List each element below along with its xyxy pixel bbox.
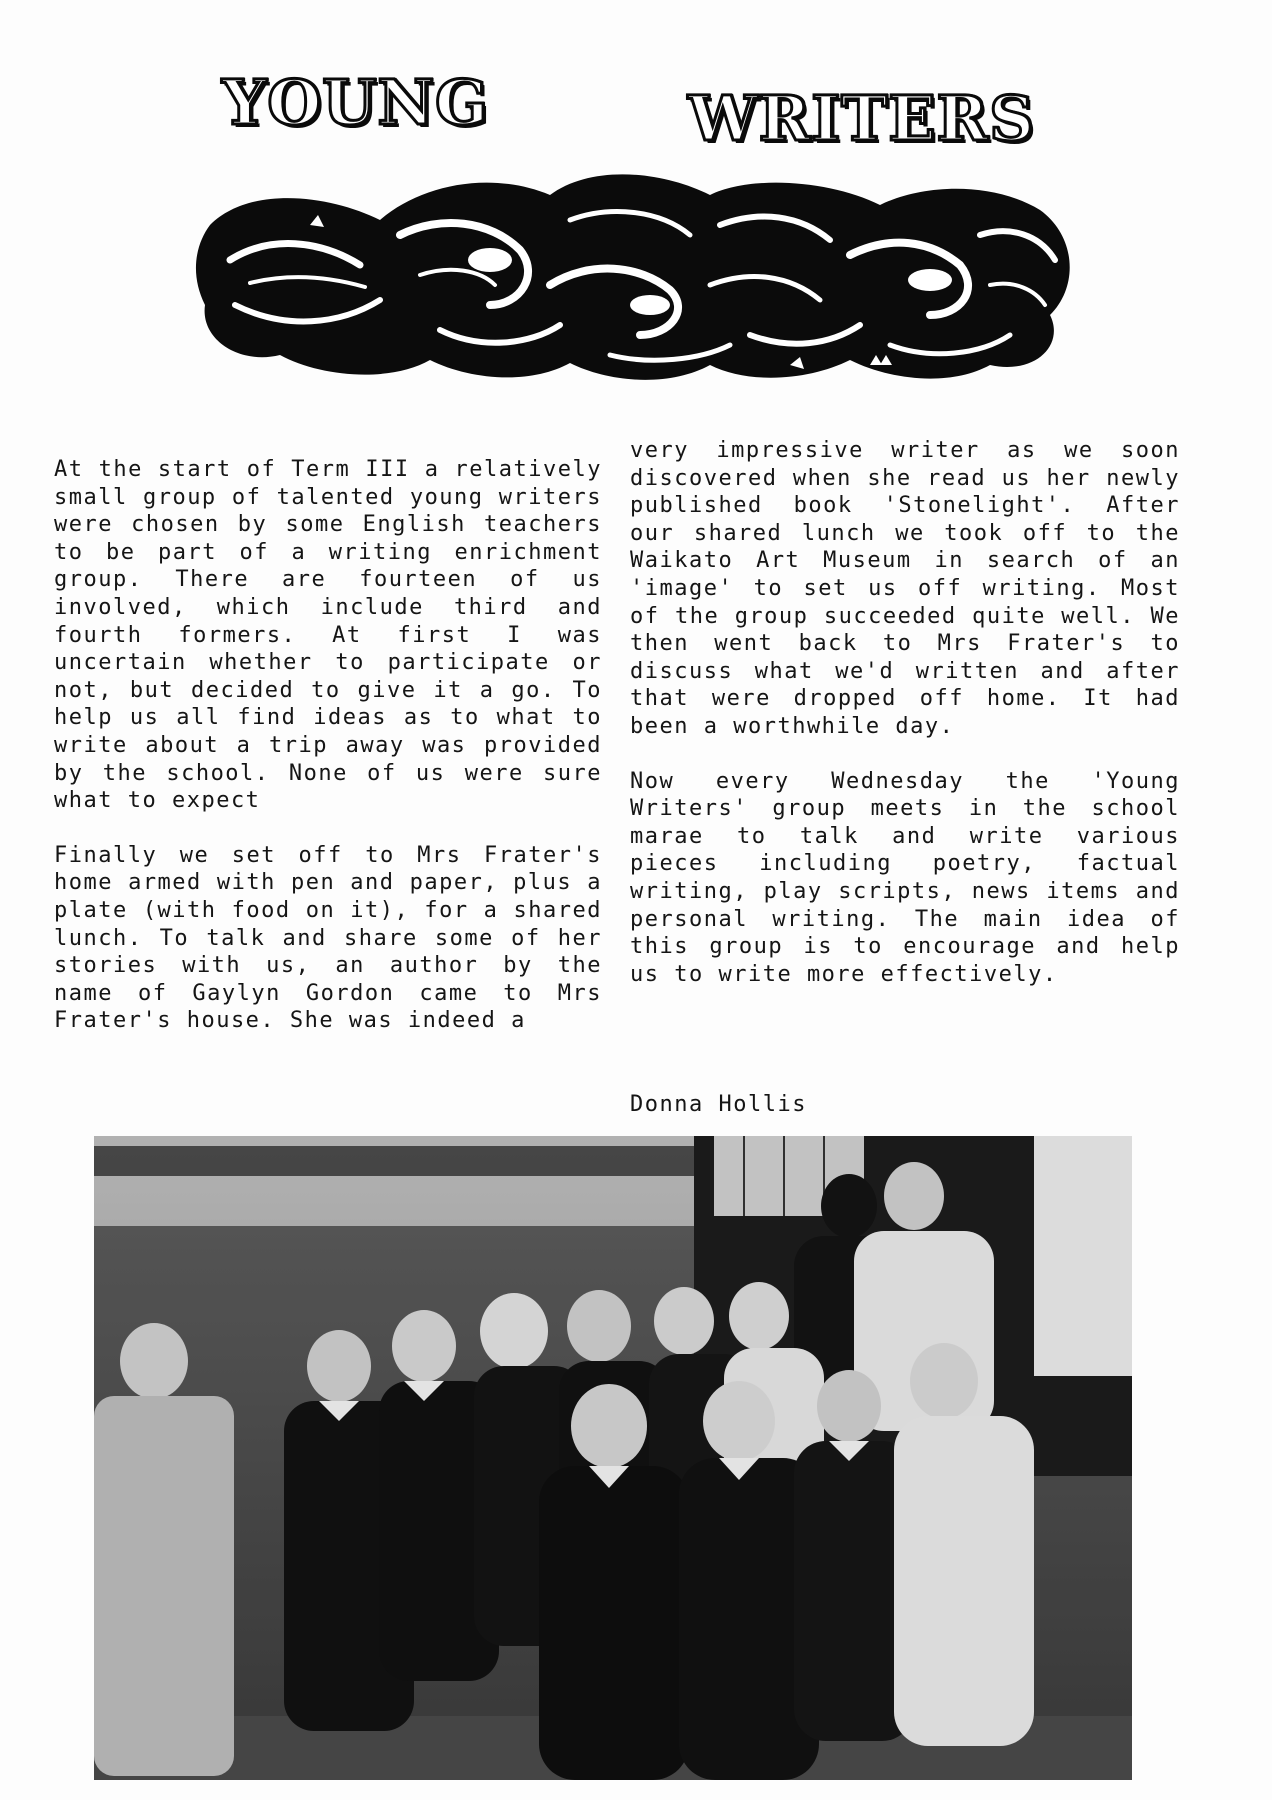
article-paragraph: Now every Wednesday the 'Young Writers' group meets in the school marae to talk and write various pieces including poetry, factual writing, play scripts, news items and personal writing. The main idea of this group is to encourage and help us to write more effectively. <box>630 768 1180 987</box>
title-word-young: YOUNG <box>222 66 489 139</box>
group-photograph <box>94 1136 1132 1780</box>
article-paragraph: very impressive writer as we soon discovered when she read us her newly published book 'Stonelight'. After our shared lunch we took off to the Waikato Art Museum in search of an 'image' to set us off writing. Most of the group succeeded quite well. We then went back to Mrs Frater's to discuss what we'd written and after that were dropped off home. It had been a worthwhile day. <box>630 438 1180 739</box>
article-paragraph: At the start of Term III a relatively small group of talented young writers were chosen by some English teachers to be part of a writing enrichment group. There are fourteen of us involved, which include third and fourth formers. At first I was uncertain whether to participate or not, but decided to give it a go. To help us all find ideas as to what to write about a trip away was provided by the school. None of us were sure what to expect <box>54 457 602 814</box>
carved-banner-illustration <box>190 165 1082 387</box>
author-byline: Donna Hollis <box>630 1092 807 1117</box>
article-column-left <box>54 456 602 1035</box>
article-column-right <box>630 437 1180 988</box>
article-paragraph: Finally we set off to Mrs Frater's home armed with pen and paper, plus a plate (with food on it), for a shared lunch. To talk and share some of her stories with us, an author by the name of Gaylyn Gordon came to Mrs Frater's house. She was indeed a <box>54 842 602 1034</box>
title-word-writers: WRITERS <box>688 82 1035 155</box>
